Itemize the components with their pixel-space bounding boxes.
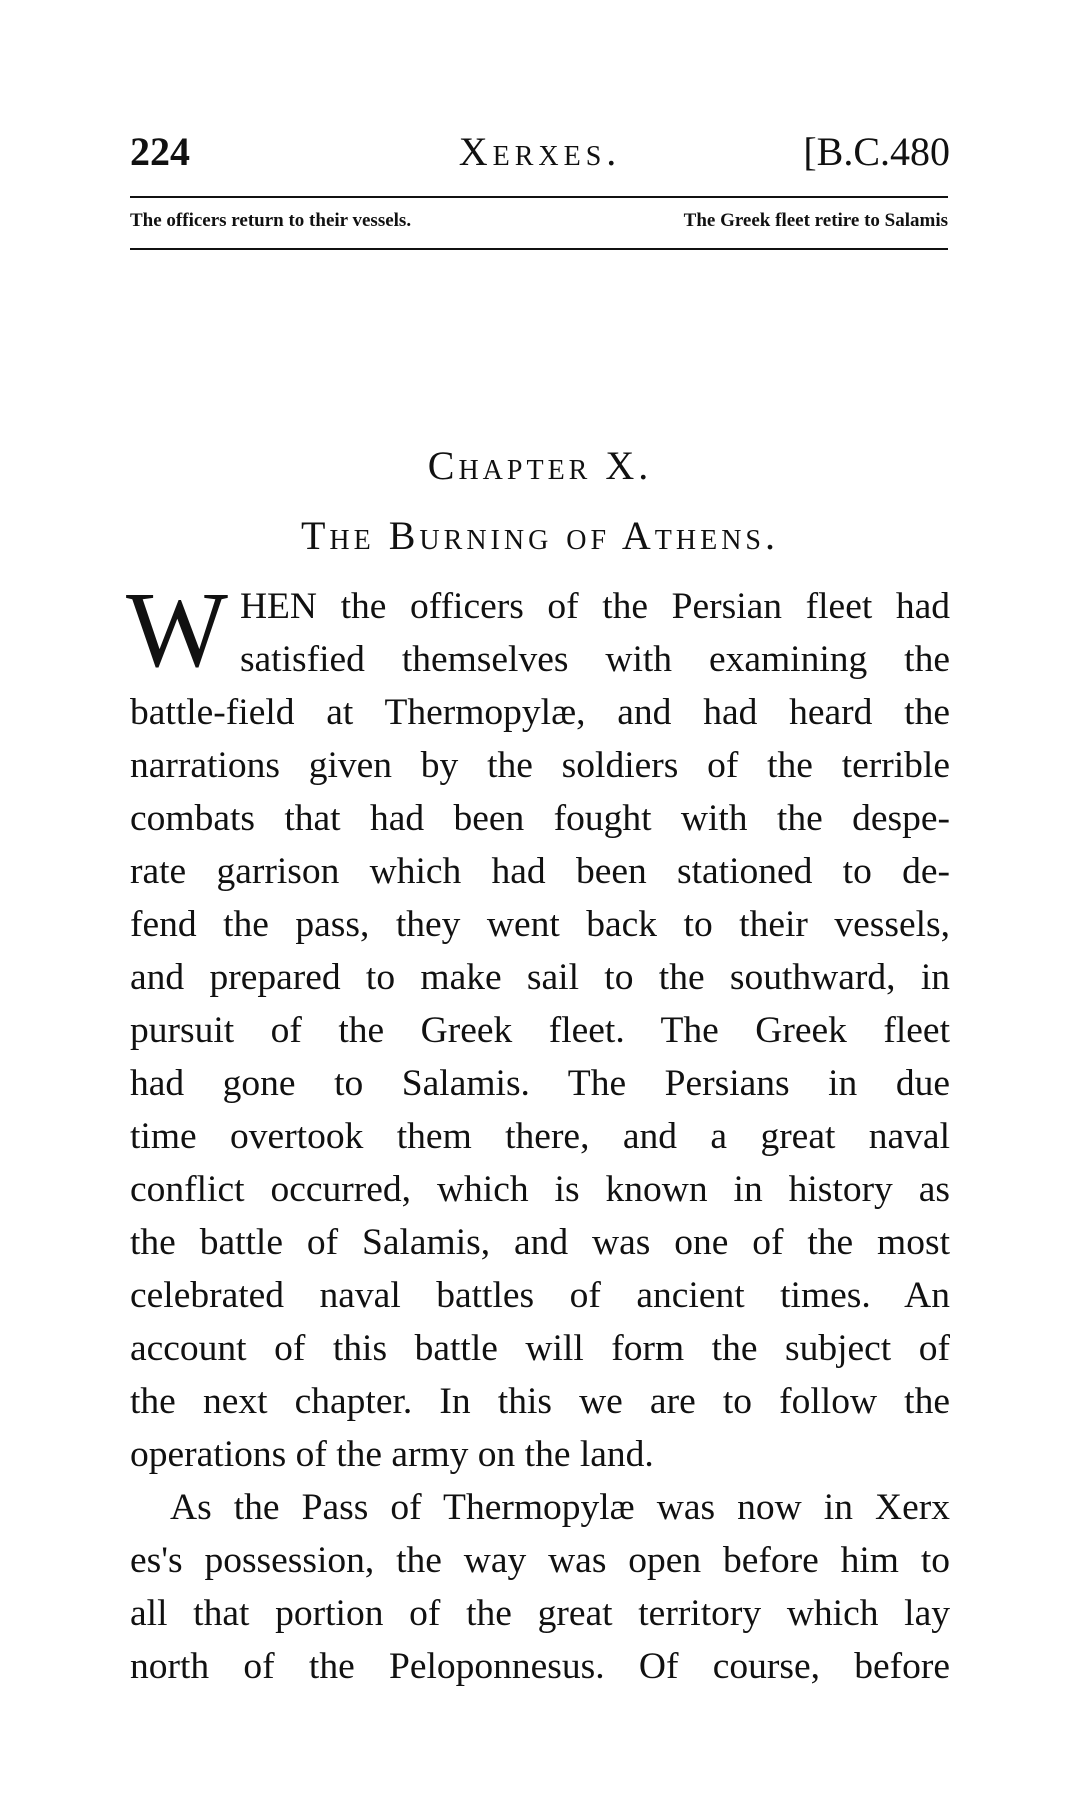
text-line: narrations given by the soldiers of the terrible xyxy=(130,745,950,786)
text-line: the next chapter. In this we are to follow the xyxy=(130,1381,950,1422)
text-line: battle-field at Thermopylæ, and had heard the xyxy=(130,692,950,733)
text-line: rate garrison which had been stationed to de- xyxy=(130,851,950,892)
text-line: all that portion of the great territory which lay xyxy=(130,1593,950,1634)
text-line: celebrated naval battles of ancient times. An xyxy=(130,1275,950,1316)
drop-cap: W xyxy=(126,571,228,690)
paragraph-1 xyxy=(126,571,950,1481)
page-header xyxy=(130,128,950,176)
subhead-left: The officers return to their vessels. xyxy=(130,210,412,231)
text-line: operations of the army on the land. xyxy=(130,1434,654,1475)
chapter-body xyxy=(126,571,950,1693)
chapter-number: Chapter X. xyxy=(427,443,653,488)
marginal-subheads xyxy=(130,210,948,236)
text-line: and prepared to make sail to the southward, in xyxy=(130,957,950,998)
header-rule-top xyxy=(130,196,948,198)
date-marker: [B.C.480 xyxy=(803,129,950,174)
text-line: es's possession, the way was open before him to xyxy=(130,1540,950,1581)
text-line: satisfied themselves with examining the xyxy=(239,639,950,680)
text-line: time overtook them there, and a great naval xyxy=(130,1116,950,1157)
text-line: north of the Peloponnesus. Of course, before xyxy=(130,1646,950,1687)
subhead-right: The Greek fleet retire to Salamis xyxy=(683,210,948,231)
text-line: had gone to Salamis. The Persians in due xyxy=(130,1063,950,1104)
text-line: fend the pass, they went back to their vessels, xyxy=(130,904,950,945)
text-line: HEN the officers of the Persian fleet had xyxy=(239,586,950,627)
text-line: account of this battle will form the subject of xyxy=(130,1328,950,1369)
text-line: pursuit of the Greek fleet. The Greek fleet xyxy=(130,1010,950,1051)
text-line: the battle of Salamis, and was one of the most xyxy=(130,1222,950,1263)
text-line: conflict occurred, which is known in history as xyxy=(130,1169,950,1210)
running-title: Xerxes. xyxy=(458,129,622,174)
chapter-title: The Burning of Athens. xyxy=(300,513,779,558)
text-line: As the Pass of Thermopylæ was now in Xerx xyxy=(170,1487,950,1528)
header-rule-bottom xyxy=(130,248,948,250)
paragraph-2 xyxy=(130,1481,950,1693)
page-number: 224 xyxy=(130,129,190,174)
text-line: combats that had been fought with the despe- xyxy=(130,798,950,839)
